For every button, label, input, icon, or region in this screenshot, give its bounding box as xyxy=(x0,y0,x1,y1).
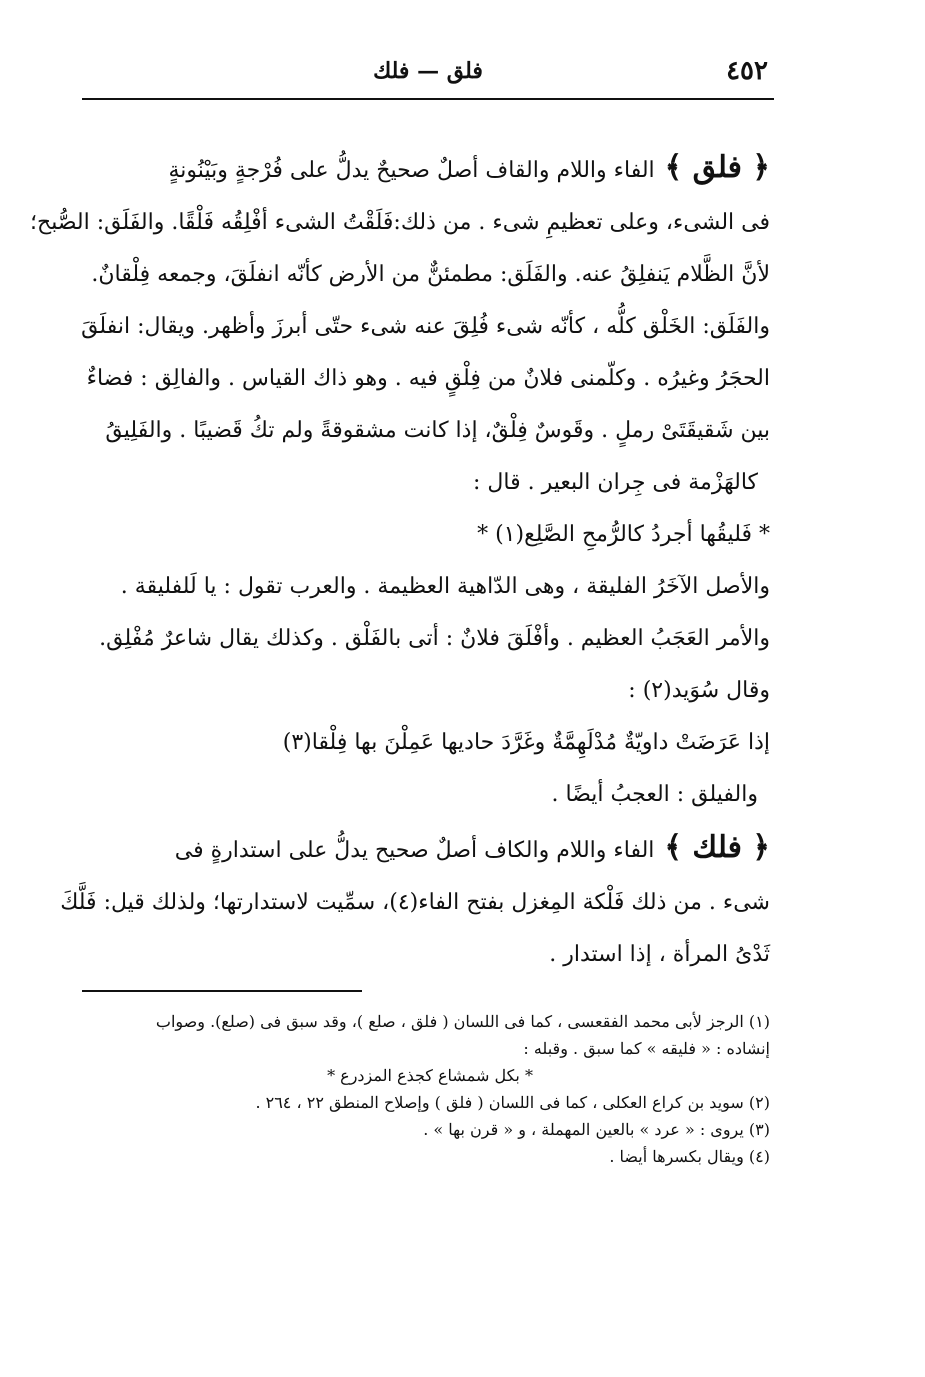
page-header xyxy=(82,54,774,98)
entry-line: والأصل الآخَرُ الفليقة ، وهى الدّاهية العظيمة . والعرب تقول : يا لَلفليقة . xyxy=(120,574,770,599)
entry-line: فى الشىء، وعلى تعظيمِ شىء . من ذلك:فَلَقْتُ الشىء أفْلِقُه فَلْقًا. والفَلَق: الصُّبح؛ xyxy=(30,210,770,235)
footnote-1-cont: إنشاده : « فليقه » كما سبق . وقبله : xyxy=(523,1039,770,1058)
entry-text: الفاء واللام والقاف أصلٌ صحيحٌ يدلُّ على فُرْجةٍ وبَيْنُونةٍ xyxy=(168,158,655,183)
entry-line: بين شَقيقَتَىْ رملٍ . وقَوسٌ فِلْقٌ، إذا كانت مشقوقةً ولم تكُ قَضيبًا . والفَلِيقُ xyxy=(105,418,770,443)
footnote-3: (٣) يروى : « عرد » بالعين المهملة ، و « قرن بها » . xyxy=(423,1120,770,1139)
entry-falak xyxy=(60,822,770,981)
entry-line: كالهَزْمة فى جِران البعير . قال : xyxy=(472,470,758,495)
footnote-4: (٤) ويقال بكسرها أيضا . xyxy=(609,1147,770,1166)
entry-falaq xyxy=(30,142,770,821)
page-number: ٤٥٢ xyxy=(726,56,768,86)
entry-line: والفيلق : العجبُ أيضًا . xyxy=(551,782,758,807)
entry-line xyxy=(100,142,770,197)
footnote-1: (١) الرجز لأبى محمد الفقعسى ، كما فى اللسان ( فلق ، صلع )، وقد سبق فى (صلع). وصواب xyxy=(155,1012,770,1031)
entry-line: وقال سُوَيد(٢) : xyxy=(628,678,770,703)
entry-line: الحجَرُ وغيرُه . وكلّمنى فلانٌ من فِلْقٍ فيه . وهو ذاك القياس . والفالِق : فضاءٌ xyxy=(86,366,770,391)
footnote-2: (٢) سويد بن كراع العكلى ، كما فى اللسان ( فلق ) وإصلاح المنطق ٢٢ ، ٢٦٤ . xyxy=(255,1093,770,1112)
footnote-1-verse: * بكل شمشاع كجذع المزدرع * xyxy=(327,1066,533,1085)
running-title: فلق — فلك xyxy=(373,58,483,84)
footnote-rule xyxy=(82,990,362,992)
verse-quote: إذا عَرَضَتْ داويّةٌ مُدْلَهِمَّةٌ وغَرَّدَ حاديها عَمِلْنَ بها فِلْقا(٣) xyxy=(282,730,770,755)
entry-line xyxy=(100,822,770,877)
header-rule xyxy=(82,98,774,100)
headword-falak: ﴿ فلك ﴾ xyxy=(664,830,770,865)
entry-line: شىء . من ذلك فَلْكة المِغزل بفتح الفاء(٤)، سمِّيت لاستدارتها؛ ولذلك قيل: فَلَّكَ xyxy=(60,890,770,915)
entry-line: لأنَّ الظَّلام يَنفلِقُ عنه. والفَلَق: مطمئنٌّ من الأرض كأنّه انفلَقَ، وجمعه فِلْقانٌ. xyxy=(91,262,770,287)
entry-line: والأمر العَجَبُ العظيم . وأفْلَقَ فلانٌ : أتى بالفَلْق . وكذلك يقال شاعرٌ مُفْلِق. xyxy=(99,626,770,651)
entry-line: ثَدْىُ المرأة ، إذا استدار . xyxy=(549,942,770,967)
footnotes xyxy=(90,1008,770,1170)
entry-line: والفَلَق: الخَلْق كلُّه ، كأنّه شىء فُلِقَ عنه شىء حتّى أبرزَ وأظهر. ويقال: انفلَقَ xyxy=(81,314,770,339)
verse-quote: * فَليقُها أجردُ كالرُّمحِ الصَّلِع(١) * xyxy=(477,522,770,547)
entry-text: الفاء واللام والكاف أصلٌ صحيح يدلُّ على استدارةٍ فى xyxy=(174,838,655,863)
headword-falaq: ﴿ فلق ﴾ xyxy=(664,150,770,185)
